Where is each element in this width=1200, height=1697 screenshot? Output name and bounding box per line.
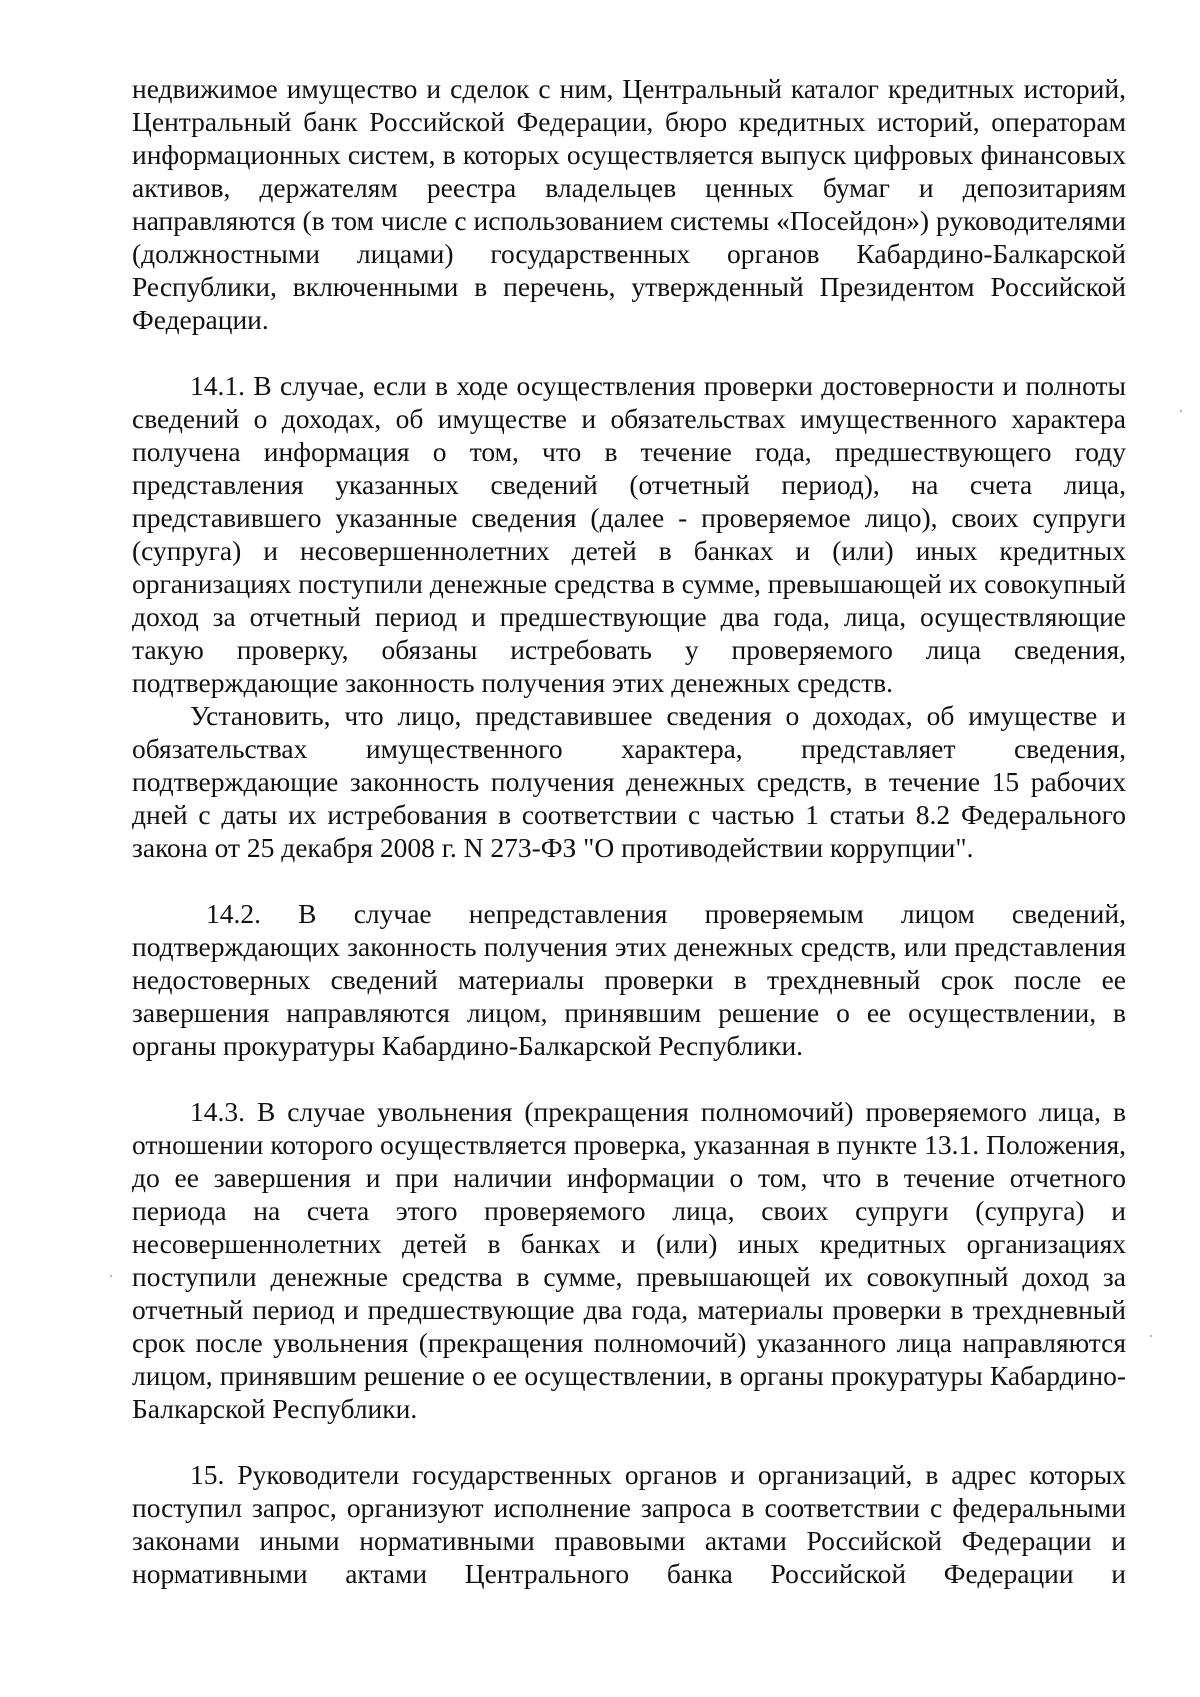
paragraph-15: 15. Руководители государственных органов и организаций, в адрес которых поступил запрос, организуют исполнение запроса в соответствии с федеральными законами иными нормативными правовыми актами Российской Федерации и нормативными актами Центрального банка Российской Федерации и <box>132 1459 1126 1589</box>
paragraph-continuation: недвижимое имущество и сделок с ним, Центральный каталог кредитных историй, Центральный банк Российской Федерации, бюро кредитных историй, операторам информационных систем, в которых осуществляется выпуск цифровых финансовых активов, держателям реестра владельцев ценных бумаг и депозитариям направляются (в том числе с использованием системы «Посейдон») руководителями (должностными лицами) государственных органов Кабардино-Балкарской Республики, включенными в перечень, утвержденный Президентом Российской Федерации. <box>132 73 1126 335</box>
scan-speck <box>1180 410 1182 412</box>
paragraph-14-2: 14.2. В случае непредставления проверяемым лицом сведений, подтверждающих законность получения этих денежных средств, или представления недостоверных сведений материалы проверки в трехдневный срок после ее завершения направляются лицом, принявшим решение о ее осуществлении, в органы прокуратуры Кабардино-Балкарской Республики. <box>132 898 1126 1061</box>
paragraph-14-1-establish: Установить, что лицо, представившее сведения о доходах, об имуществе и обязательствах имущественного характера, представляет сведения, подтверждающие законность получения денежных средств, в течение 15 рабочих дней с даты их истребования в соответствии с частью 1 статьи 8.2 Федерального закона от 25 декабря 2008 г. N 273-ФЗ "О противодействии коррупции". <box>132 700 1126 863</box>
scan-speck <box>110 1275 112 1277</box>
scan-speck <box>1150 1335 1152 1337</box>
document-page <box>132 72 1126 1590</box>
paragraph-14-1: 14.1. В случае, если в ходе осуществления проверки достоверности и полноты сведений о доходах, об имуществе и обязательствах имущественного характера получена информация о том, что в течение года, предшествующего году представления указанных сведений (отчетный период), на счета лица, представившего указанные сведения (далее - проверяемое лицо), своих супруги (супруга) и несовершеннолетних детей в банках и (или) иных кредитных организациях поступили денежные средства в сумме, превышающей их совокупный доход за отчетный период и предшествующие два года, лица, осуществляющие такую проверку, обязаны истребовать у проверяемого лица сведения, подтверждающие законность получения этих денежных средств. <box>132 370 1126 698</box>
paragraph-14-3: 14.3. В случае увольнения (прекращения полномочий) проверяемого лица, в отношении которого осуществляется проверка, указанная в пункте 13.1. Положения, до ее завершения и при наличии информации о том, что в течение отчетного периода на счета этого проверяемого лица, своих супруги (супруга) и несовершеннолетних детей в банках и (или) иных кредитных организациях поступили денежные средства в сумме, превышающей их совокупный доход за отчетный период и предшествующие два года, материалы проверки в трехдневный срок после увольнения (прекращения полномочий) указанного лица направляются лицом, принявшим решение о ее осуществлении, в органы прокуратуры Кабардино-Балкарской Республики. <box>132 1096 1126 1424</box>
